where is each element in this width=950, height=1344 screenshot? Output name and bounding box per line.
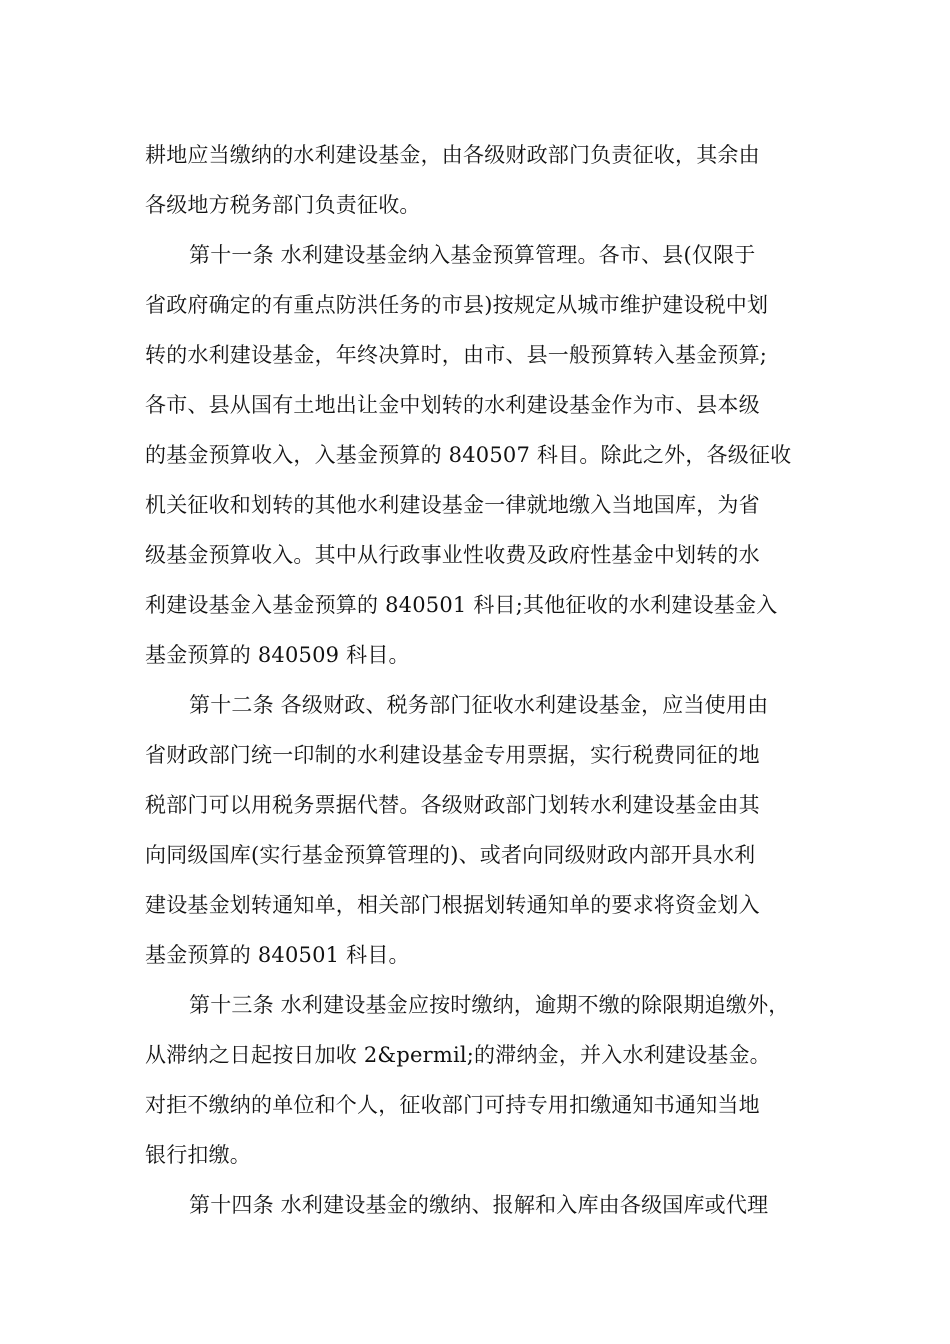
article-11-start: 第十一条 水利建设基金纳入基金预算管理。各市、县(仅限于: [189, 243, 756, 267]
text-line: 利建设基金入基金预算的 840501 科目;其他征收的水利建设基金入: [145, 593, 778, 617]
text-line: 的基金预算收入，入基金预算的 840507 科目。除此之外，各级征收: [145, 443, 792, 467]
text-line: 各市、县从国有土地出让金中划转的水利建设基金作为市、县本级: [145, 393, 760, 417]
text-line: 基金预算的 840501 科目。: [145, 943, 410, 967]
text-line: 银行扣缴。: [145, 1143, 251, 1167]
document-body: [145, 130, 817, 1230]
text-line: 机关征收和划转的其他水利建设基金一律就地缴入当地国库，为省: [145, 493, 760, 517]
text-line: 税部门可以用税务票据代替。各级财政部门划转水利建设基金由其: [145, 793, 760, 817]
text-line: 对拒不缴纳的单位和个人，征收部门可持专用扣缴通知书通知当地: [145, 1093, 760, 1117]
text-line: 基金预算的 840509 科目。: [145, 643, 410, 667]
text-line: 省政府确定的有重点防洪任务的市县)按规定从城市维护建设税中划: [145, 293, 769, 317]
text-line: 从滞纳之日起按日加收 2&permil;的滞纳金，并入水利建设基金。: [145, 1043, 771, 1067]
text-line: 省财政部门统一印制的水利建设基金专用票据，实行税费同征的地: [145, 743, 760, 767]
text-line: 向同级国库(实行基金预算管理的)、或者向同级财政内部开具水利: [145, 843, 756, 867]
text-line: 级基金预算收入。其中从行政事业性收费及政府性基金中划转的水: [145, 543, 760, 567]
text-line: 转的水利建设基金，年终决算时，由市、县一般预算转入基金预算;: [145, 343, 768, 367]
text-line: 耕地应当缴纳的水利建设基金，由各级财政部门负责征收，其余由: [145, 143, 760, 167]
article-13-start: 第十三条 水利建设基金应按时缴纳，逾期不缴的除限期追缴外，: [189, 993, 790, 1017]
article-12-start: 第十二条 各级财政、税务部门征收水利建设基金，应当使用由: [189, 693, 769, 717]
article-14-start: 第十四条 水利建设基金的缴纳、报解和入库由各级国库或代理: [189, 1193, 769, 1217]
text-line: 建设基金划转通知单，相关部门根据划转通知单的要求将资金划入: [145, 893, 760, 917]
text-line: 各级地方税务部门负责征收。: [145, 193, 421, 217]
